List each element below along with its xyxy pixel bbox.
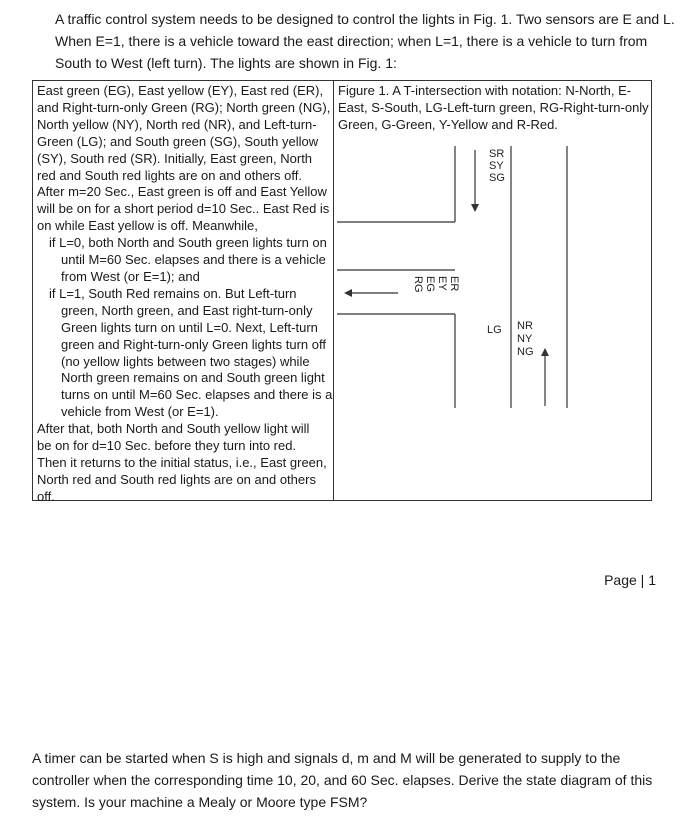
page-number: Page | 1 — [604, 572, 656, 588]
question-paragraph — [32, 747, 652, 813]
description-line: if L=1, South Red remains on. But Left-turn — [49, 285, 297, 301]
description-line: green and Right-turn-only Green lights turn off — [61, 336, 326, 352]
description-line: North yellow (NY), North red (NR), and Left-turn- — [37, 116, 317, 132]
description-line: if L=0, both North and South green lights turn on — [49, 235, 327, 251]
south-yellow-label: SY — [489, 160, 504, 172]
question-line: A timer can be started when S is high and signals d, m and M will be generated to supply to the — [32, 750, 621, 766]
description-line: Green lights turn on until L=0. Next, Left-turn — [61, 319, 318, 335]
description-line: Then it returns to the initial status, i.e., East green, — [37, 454, 327, 470]
intro-line: A traffic control system needs to be designed to control the lights in Fig. 1. Two sensors are E and L. — [55, 11, 675, 27]
east-green-label: EG — [424, 276, 436, 292]
description-line: until M=60 Sec. elapses and there is a vehicle — [61, 252, 326, 268]
description-line: (SY), South red (SR). Initially, East green, North — [37, 150, 313, 166]
description-line: East green (EG), East yellow (EY), East red (ER), — [37, 83, 324, 98]
question-line: controller when the corresponding time 10, 20, and 60 Sec. elapses. Derive the state diagram of this — [32, 772, 653, 788]
description-line: green, North green, and East right-turn-only — [61, 302, 313, 318]
caption-line: Figure 1. A T-intersection with notation: N-North, E- — [338, 83, 632, 98]
right-turn-green-label: RG — [412, 276, 424, 293]
description-line: be on for d=10 Sec. before they turn into red. — [37, 438, 297, 454]
intro-line: South to West (left turn). The lights are shown in Fig. 1: — [55, 55, 397, 71]
description-line: from West (or E=1); and — [61, 268, 200, 284]
description-line: off. — [37, 488, 55, 504]
description-line: and Right-turn-only Green (RG); North green (NG), — [37, 99, 331, 115]
question-line: system. Is your machine a Mealy or Moore type FSM? — [32, 794, 368, 810]
description-line: red and South red lights are on and others off. — [37, 167, 302, 183]
description-line: North red and South red lights are on and others — [37, 471, 316, 487]
east-red-label: ER — [448, 276, 460, 292]
caption-line: Green, G-Green, Y-Yellow and R-Red. — [338, 116, 558, 132]
description-line: After m=20 Sec., East green is off and East Yellow — [37, 184, 327, 200]
description-line: After that, both North and South yellow light will — [37, 421, 310, 437]
description-line: North green remains on and South green light — [61, 370, 325, 386]
description-line: vehicle from West (or E=1). — [61, 404, 219, 420]
left-turn-green-label: LG — [487, 324, 502, 336]
north-green-label: NG — [517, 346, 534, 358]
description-line: Green (LG); and South green (SG), South yellow — [37, 133, 319, 149]
description-line: (no yellow lights between two stages) while — [61, 353, 310, 369]
northbound-arrowhead — [541, 348, 549, 356]
description-line: turns on until M=60 Sec. elapses and there is a — [61, 387, 333, 403]
north-red-label: NR — [517, 320, 533, 332]
intro-line: When E=1, there is a vehicle toward the east direction; when L=1, there is a vehicle to turn from — [55, 33, 648, 49]
north-yellow-label: NY — [517, 333, 533, 345]
eastbound-arrowhead — [344, 289, 352, 297]
southbound-arrowhead — [471, 204, 479, 212]
east-yellow-label: EY — [436, 276, 448, 291]
description-line: will be on for a short period d=10 Sec.. East Red is — [37, 201, 330, 217]
caption-line: East, S-South, LG-Left-turn green, RG-Right-turn-only — [338, 99, 649, 115]
south-green-label: SG — [489, 172, 505, 184]
description-line: on while East yellow is off. Meanwhile, — [37, 218, 258, 234]
south-red-label: SR — [489, 148, 505, 160]
